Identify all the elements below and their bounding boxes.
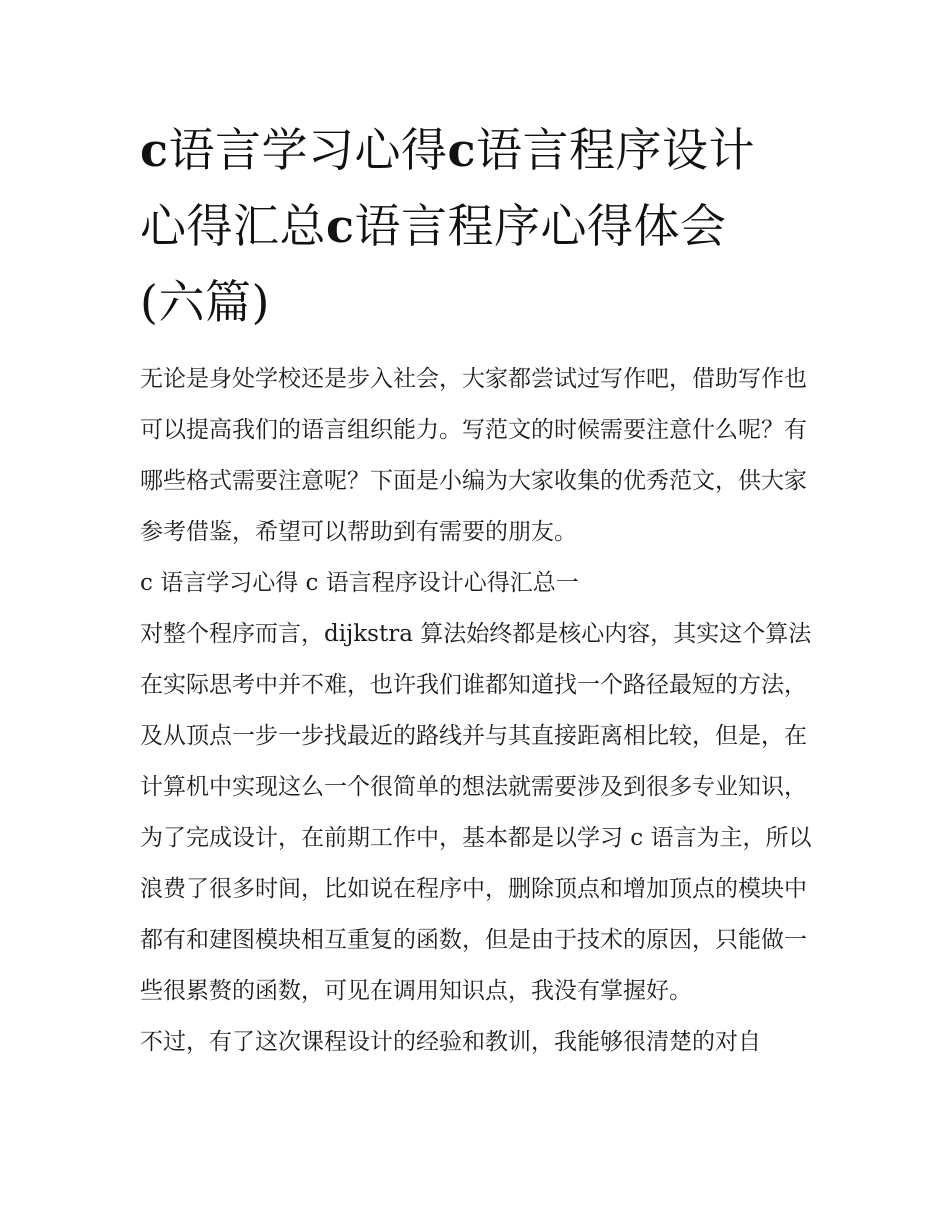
body-paragraph-1: 对整个程序而言，dijkstra 算法始终都是核心内容，其实这个算法在实际思考中并不难，也许我们谁都知道找一个路径最短的方法，及从顶点一步一步找最近的路线并与其直接距离相比较，但是，在计算机中实现这么一个很简单的想法就需要涉及到很多专业知识，为了完成设计，在前期工作中，基本都是以学习 c 语言为主，所以浪费了很多时间，比如说在程序中，删除顶点和增加顶点的模块中都有和建图模块相互重复的函数，但是由于技术的原因，只能做一些很累赘的函数，可见在调用知识点，我没有掌握好。 xyxy=(140,621,812,1004)
title-text-2: 语言程序设计 xyxy=(476,123,756,177)
title-text-4: 语言程序心得体会 xyxy=(354,199,727,253)
title-c-1: c xyxy=(140,123,169,177)
title-c-3: c xyxy=(326,199,355,253)
document-title xyxy=(140,112,812,340)
title-c-2: c xyxy=(447,123,477,177)
document-content xyxy=(140,112,812,1068)
body-paragraph-2: 不过，有了这次课程设计的经验和教训，我能够很清楚的对自 xyxy=(140,1029,761,1055)
title-text-3: 心得汇总 xyxy=(140,199,326,253)
title-text-5: (六篇) xyxy=(140,275,270,329)
section-heading: c 语言学习心得 c 语言程序设计心得汇总一 xyxy=(140,570,579,596)
intro-paragraph: 无论是身处学校还是步入社会，大家都尝试过写作吧，借助写作也可以提高我们的语言组织能力。写范文的时候需要注意什么呢？有哪些格式需要注意呢？下面是小编为大家收集的优秀范文，供大家参考借鉴，希望可以帮助到有需要的朋友。 xyxy=(140,366,807,545)
title-text-1: 语言学习心得 xyxy=(168,123,448,177)
